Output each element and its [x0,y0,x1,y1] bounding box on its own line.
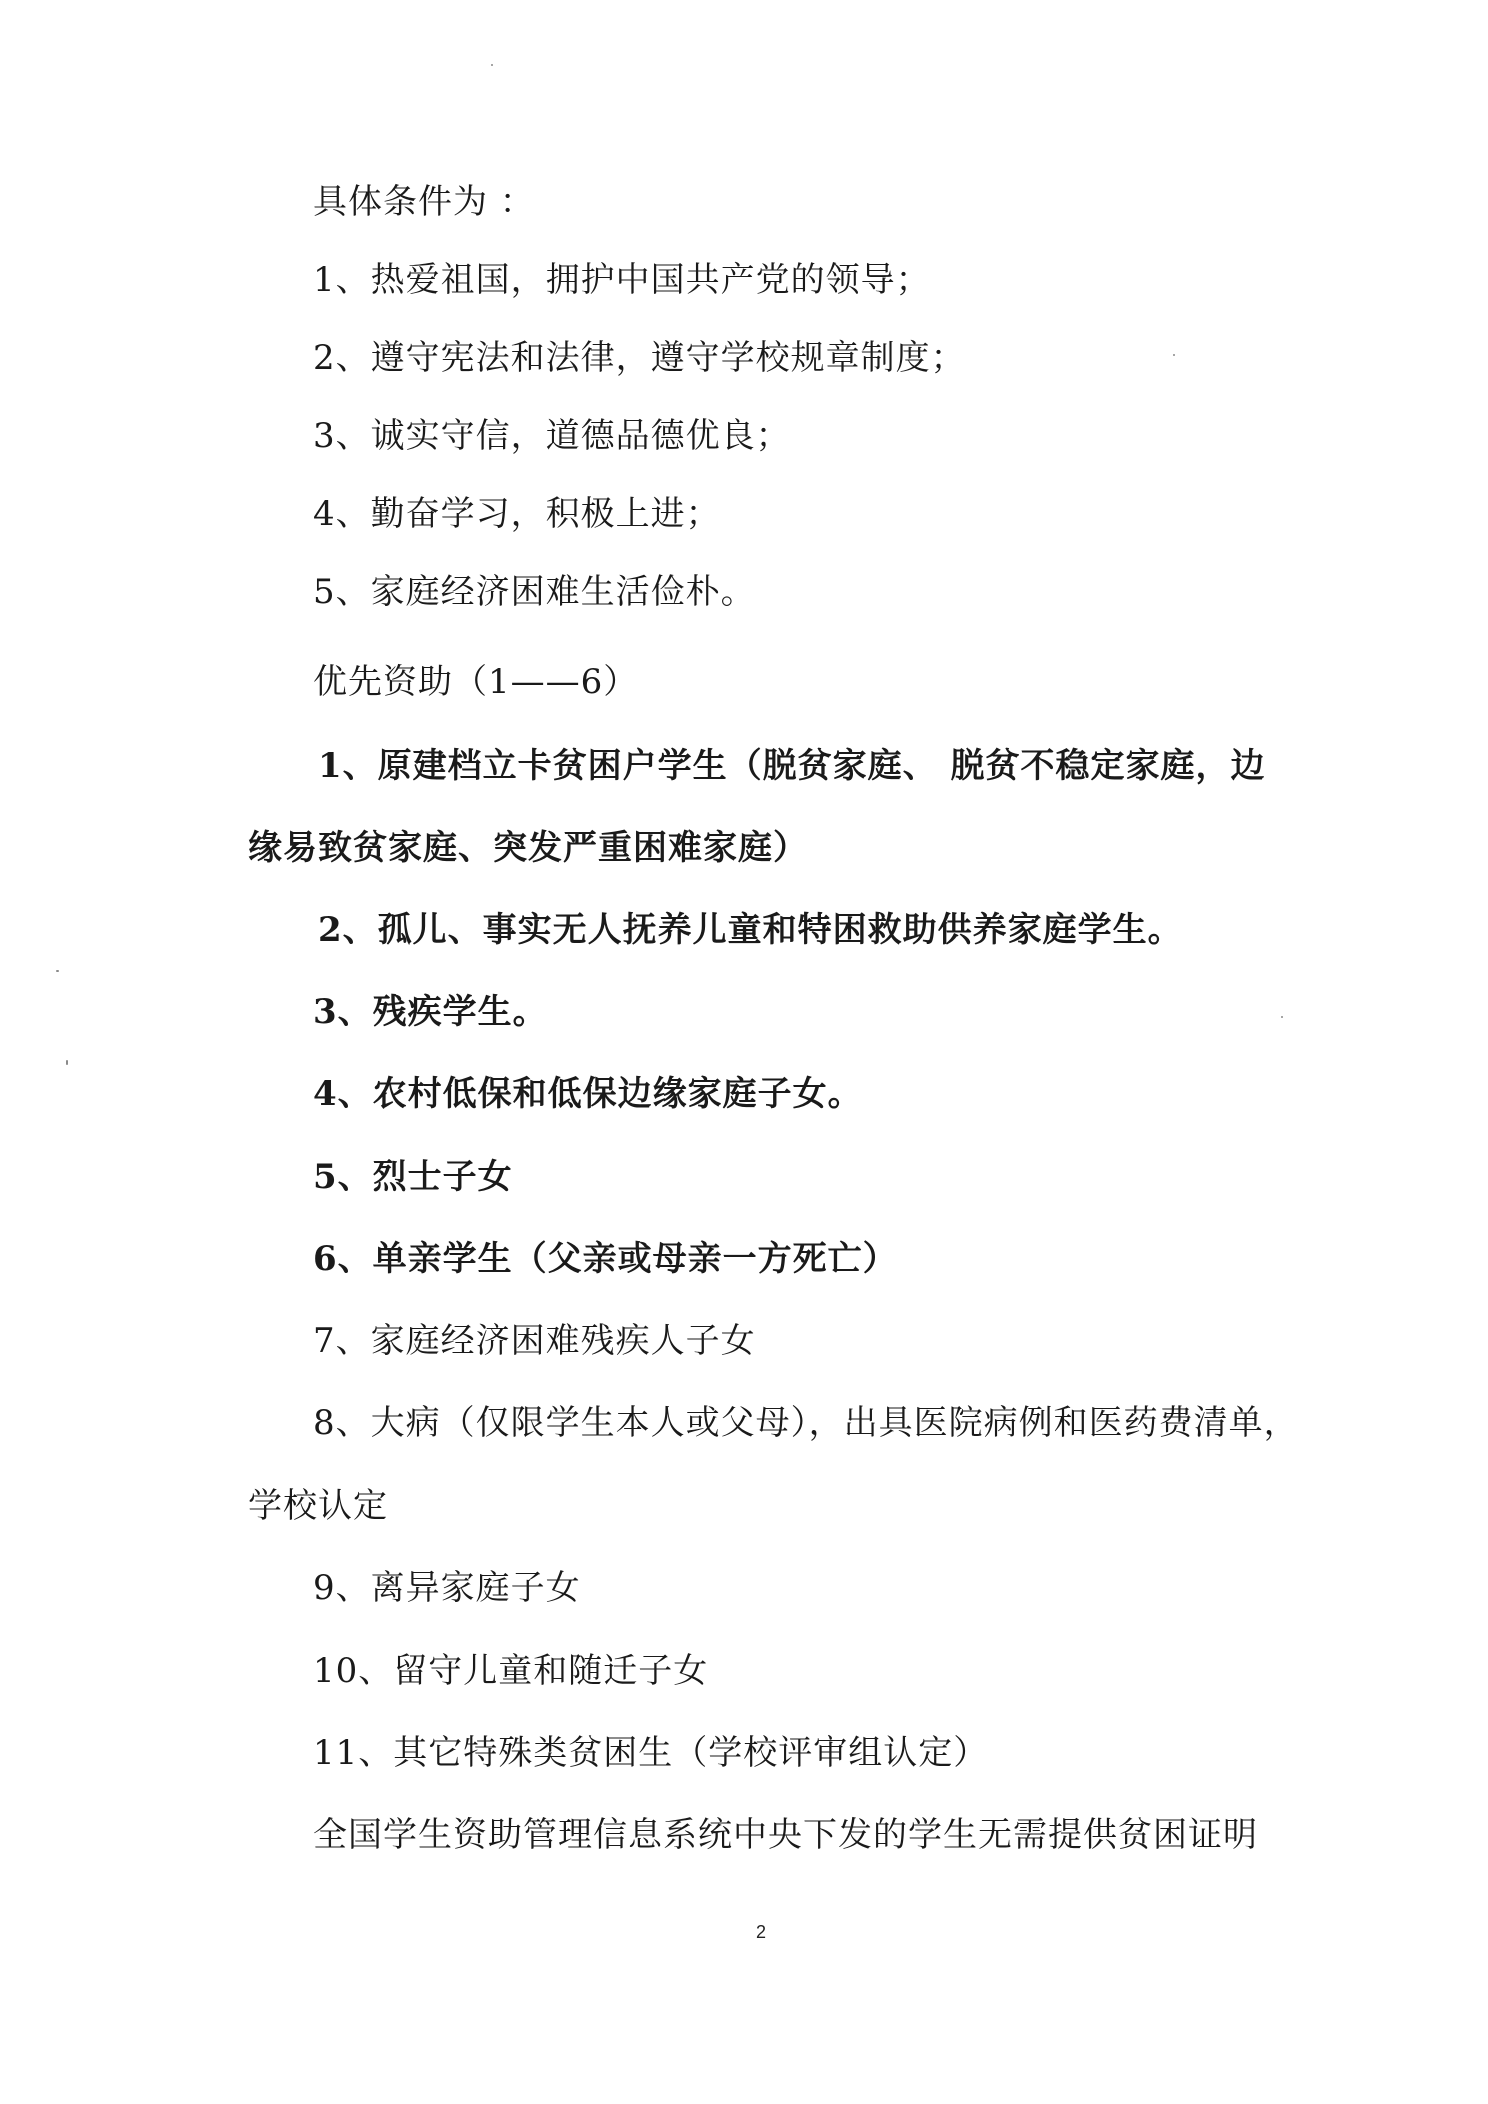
condition-item-5: 5、家庭经济困难生活俭朴。 [313,572,756,612]
condition-item-1: 1、热爱祖国，拥护中国共产党的领导； [313,260,931,300]
scan-speck [491,64,493,66]
priority-item-7: 7、家庭经济困难残疾人子女 [313,1321,756,1361]
priority-item-4: 4、农村低保和低保边缘家庭子女。 [313,1074,863,1114]
priority-item-9: 9、离异家庭子女 [313,1568,581,1608]
priority-heading: 优先资助（1——6） [313,662,639,702]
priority-item-8-line-2: 学校认定 [248,1486,388,1526]
scan-speck [66,1060,68,1065]
priority-item-5: 5、烈士子女 [313,1157,513,1197]
priority-item-8-line-1: 8、大病（仅限学生本人或父母），出具医院病例和医药费清单， [313,1403,1299,1443]
condition-item-3: 3、诚实守信，道德品德优良； [313,416,791,456]
priority-item-1-line-2: 缘易致贫家庭、突发严重困难家庭） [248,828,808,868]
page-number: 2 [756,1922,767,1942]
subsidy-system-note: 全国学生资助管理信息系统中央下发的学生无需提供贫困证明 [313,1815,1258,1855]
priority-item-6: 6、单亲学生（父亲或母亲一方死亡） [313,1239,898,1279]
condition-item-4: 4、勤奋学习，积极上进； [313,494,721,534]
condition-item-2: 2、遵守宪法和法律，遵守学校规章制度； [313,338,966,378]
priority-item-1-line-1: 1、原建档立卡贫困户学生（脱贫家庭、 脱贫不稳定家庭，边 [318,746,1266,786]
scan-speck [56,970,59,972]
priority-item-11: 11、其它特殊类贫困生（学校评审组认定） [313,1733,989,1773]
scan-speck [1281,1016,1283,1018]
priority-item-3: 3、残疾学生。 [313,992,548,1032]
priority-item-10: 10、留守儿童和随迁子女 [313,1651,709,1691]
conditions-heading: 具体条件为 ： [313,182,535,222]
priority-item-2: 2、孤儿、事实无人抚养儿童和特困救助供养家庭学生。 [318,910,1183,950]
scan-speck [1173,354,1175,356]
